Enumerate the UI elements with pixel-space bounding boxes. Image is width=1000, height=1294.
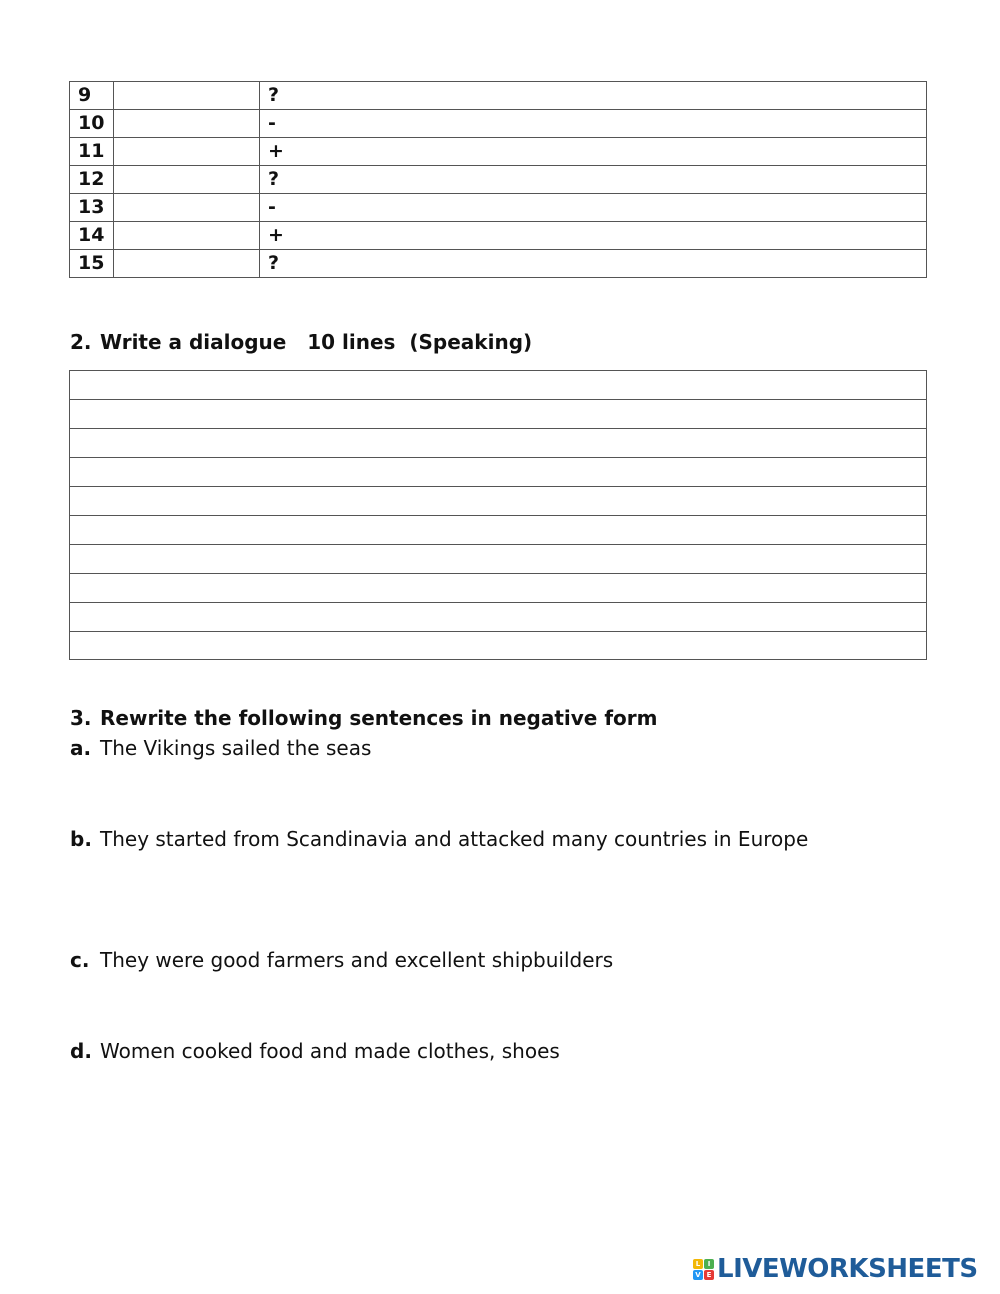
writing-line [70, 400, 926, 429]
row-answer-cell [114, 166, 260, 194]
logo-mark-icon [693, 1259, 714, 1280]
table-row [70, 222, 927, 250]
sentence-letter: a. [70, 736, 92, 760]
row-sign-cell: + [260, 222, 927, 250]
sentence-text: They were good farmers and excellent shipbuilders [100, 948, 614, 972]
table-row [70, 250, 927, 278]
sentence-d [70, 1036, 860, 1067]
sentence-letter: c. [70, 948, 90, 972]
row-number-cell: 14 [70, 222, 114, 250]
row-answer-cell [114, 194, 260, 222]
sentence-a [70, 733, 860, 764]
row-sign-cell: ? [260, 166, 927, 194]
sentence-letter: b. [70, 827, 92, 851]
writing-line [70, 371, 926, 400]
logo-mark-tile: L [693, 1259, 703, 1269]
section-3-title: Rewrite the following sentences in negative form [100, 706, 658, 730]
row-sign-cell: - [260, 110, 927, 138]
writing-line [70, 574, 926, 603]
section-2-title: Write a dialogue 10 lines (Speaking) [100, 330, 533, 354]
writing-line [70, 429, 926, 458]
section-2-number: 2. [70, 330, 92, 354]
sentence-text: Women cooked food and made clothes, shoes [100, 1039, 560, 1063]
logo-mark-tile: E [704, 1270, 714, 1280]
writing-line [70, 487, 926, 516]
row-number-cell: 9 [70, 82, 114, 110]
logo-mark-tile: V [693, 1270, 703, 1280]
writing-line [70, 603, 926, 632]
row-sign-cell: + [260, 138, 927, 166]
sentence-letter: d. [70, 1039, 92, 1063]
table-row [70, 138, 927, 166]
row-number-cell: 10 [70, 110, 114, 138]
sentence-b [70, 824, 860, 855]
sentence-text: The Vikings sailed the seas [100, 736, 372, 760]
dialogue-writing-lines [69, 370, 927, 660]
row-number-cell: 13 [70, 194, 114, 222]
sentence-text: They started from Scandinavia and attacked many countries in Europe [100, 827, 809, 851]
row-answer-cell [114, 138, 260, 166]
logo-mark-tile: I [704, 1259, 714, 1269]
writing-line [70, 545, 926, 574]
liveworksheets-logo [693, 1254, 978, 1284]
answer-table [69, 81, 927, 278]
writing-line [70, 516, 926, 545]
row-sign-cell: - [260, 194, 927, 222]
writing-line [70, 632, 926, 661]
table-row [70, 110, 927, 138]
sentence-c [70, 945, 860, 976]
section-2-heading [70, 328, 532, 356]
row-number-cell: 15 [70, 250, 114, 278]
section-3-heading [70, 704, 657, 732]
table-row [70, 194, 927, 222]
row-answer-cell [114, 222, 260, 250]
row-answer-cell [114, 82, 260, 110]
table-row [70, 82, 927, 110]
section-3-number: 3. [70, 706, 92, 730]
row-answer-cell [114, 250, 260, 278]
row-number-cell: 12 [70, 166, 114, 194]
row-sign-cell: ? [260, 250, 927, 278]
table-row [70, 166, 927, 194]
row-answer-cell [114, 110, 260, 138]
row-number-cell: 11 [70, 138, 114, 166]
row-sign-cell: ? [260, 82, 927, 110]
logo-text: LIVEWORKSHEETS [717, 1254, 978, 1284]
writing-line [70, 458, 926, 487]
